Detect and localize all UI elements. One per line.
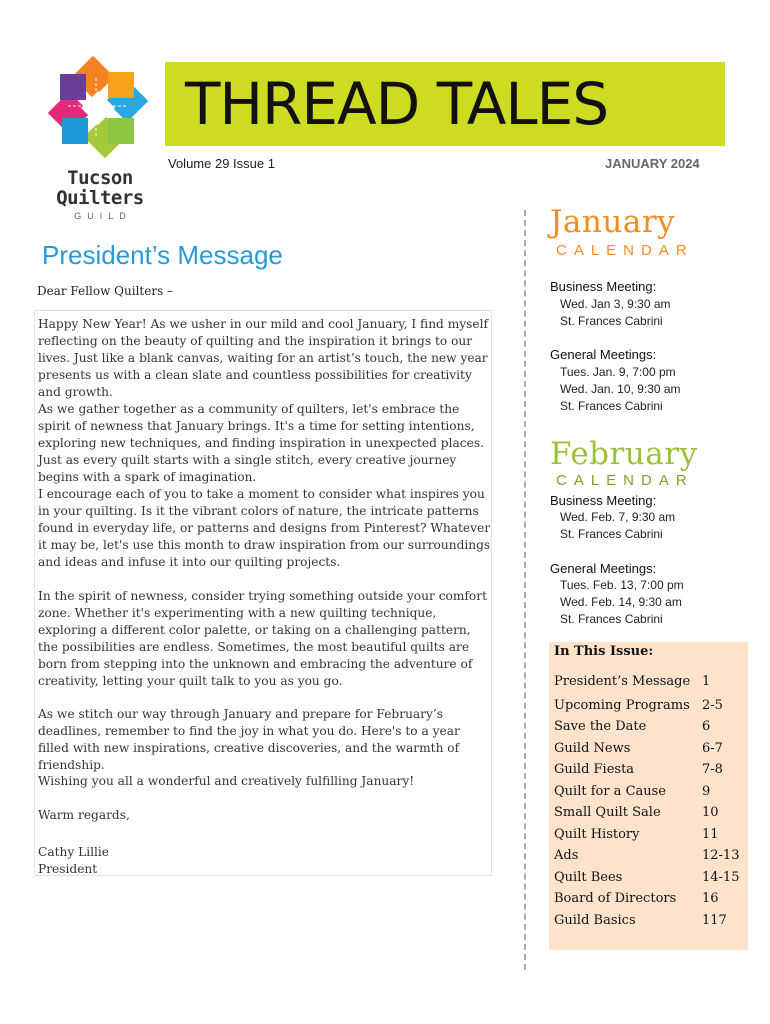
toc-row [554,891,744,913]
logo-text-guild: GUILD [74,211,132,221]
feb-business-heading: Business Meeting: [550,493,657,508]
february-calendar-title: February [550,436,698,472]
toc-row [554,719,744,741]
letter-signature [38,844,493,878]
newsletter-title: THREAD TALES [185,70,609,138]
toc-row [554,698,744,720]
toc-title: Save the Date [554,719,647,734]
table-of-contents [554,674,744,934]
toc-row [554,913,744,935]
letter-greeting: Dear Fellow Quilters – [37,284,174,298]
toc-pages: 16 [702,891,719,906]
toc-row [554,870,744,892]
toc-row [554,674,744,696]
letter-paragraph: Happy New Year! As we usher in our mild and cool January, I find myself reflecting on the beauty of quilting and the inspiration it brings to our lives. Just like a blank canvas, waiting for an artist’s touch, the new year presents us with a clean slate and countless possibilities for creativity and growth. [38,317,489,399]
toc-title: Guild News [554,740,631,756]
toc-title: Board of Directors [554,891,677,906]
logo-text-quilters: Quilters [56,187,144,209]
jan-general-line: Tues. Jan. 9, 7:00 pm [560,365,676,379]
feb-general-heading: General Meetings: [550,561,657,576]
february-calendar-label: CALENDAR [556,472,694,489]
letter-closing: Warm regards, [38,808,130,822]
toc-title: Guild Fiesta [554,762,635,777]
toc-row [554,827,744,849]
jan-business-line: St. Frances Cabrini [560,314,663,328]
toc-title: Guild Basics [554,912,636,928]
jan-business-line: Wed. Jan 3, 9:30 am [560,297,671,311]
presidents-message-heading: President’s Message [42,240,283,270]
jan-general-heading: General Meetings: [550,347,657,362]
toc-row [554,762,744,784]
letter-paragraph: I encourage each of you to take a moment to consider what inspires you in your quilting. Is it the vibrant colors of nature, the intricate patterns found in everyday life, or patterns and designs from Pinterest? Whatever it may be, let's use this month to draw inspiration from our surroundings and ideas and infuse it into our quilting projects. [38,487,491,569]
toc-title: Quilt for a Cause [554,783,667,799]
toc-pages: 14-15 [702,869,740,885]
feb-general-line: Tues. Feb. 13, 7:00 pm [560,578,684,592]
feb-general-line: St. Frances Cabrini [560,612,663,626]
logo-wordmark [50,168,150,221]
toc-title: Ads [554,848,579,863]
january-calendar-label: CALENDAR [556,242,694,259]
toc-pages: 10 [702,805,719,820]
jan-general-line: St. Frances Cabrini [560,399,663,413]
toc-pages: 7-8 [702,762,723,777]
toc-pages: 6 [702,719,711,734]
guild-logo-icon [40,50,156,166]
letter-paragraph: As we stitch our way through January and prepare for February’s deadlines, remember to find the joy in what you do. Here's to a year filled with new inspirations, creative discoveries, and the warmth of friendship. [38,707,460,772]
toc-title: President’s Message [554,674,691,689]
toc-pages: 11 [702,826,719,842]
in-this-issue-heading: In This Issue: [554,644,654,659]
issue-date: JANUARY 2024 [605,156,700,171]
toc-title: Quilt History [554,826,640,842]
feb-business-line: St. Frances Cabrini [560,527,663,541]
toc-pages: 117 [702,912,727,928]
toc-row [554,741,744,763]
column-divider [524,210,526,970]
toc-title: Upcoming Programs [554,697,690,713]
signature-title: President [38,862,98,876]
signature-name: Cathy Lillie [38,845,109,859]
jan-business-heading: Business Meeting: [550,279,657,294]
volume-issue: Volume 29 Issue 1 [168,156,275,171]
logo-text-tucson: Tucson [67,167,133,189]
toc-title: Quilt Bees [554,869,623,885]
toc-pages: 1 [702,674,711,689]
toc-row [554,784,744,806]
january-calendar-title: January [550,204,676,240]
toc-pages: 6-7 [702,740,723,756]
letter-paragraph: As we gather together as a community of quilters, let's embrace the spirit of newness that January brings. It's a time for setting intentions, exploring new techniques, and finding inspiration in unexpected places. Just as every quilt starts with a single stitch, every creative journey begins with a spark of imagination. [38,402,484,484]
toc-row [554,848,744,870]
toc-pages: 12-13 [702,848,740,863]
letter-paragraph: Wishing you all a wonderful and creatively fulfilling January! [38,774,415,788]
toc-title: Small Quilt Sale [554,805,661,820]
jan-general-line: Wed. Jan. 10, 9:30 am [560,382,681,396]
feb-business-line: Wed. Feb. 7, 9:30 am [560,510,676,524]
toc-row [554,805,744,827]
feb-general-line: Wed. Feb. 14, 9:30 am [560,595,682,609]
toc-pages: 9 [702,783,711,799]
toc-pages: 2-5 [702,697,723,713]
letter-paragraph: In the spirit of newness, consider trying something outside your comfort zone. Whether it's experimenting with a new quilting technique, exploring a different color palette, or taking on a challenging pattern, the possibilities are endless. Sometimes, the most beautiful quilts are born from stepping into the unknown and embracing the adventure of creativity, letting your quilt talk to you as you go. [38,589,487,688]
